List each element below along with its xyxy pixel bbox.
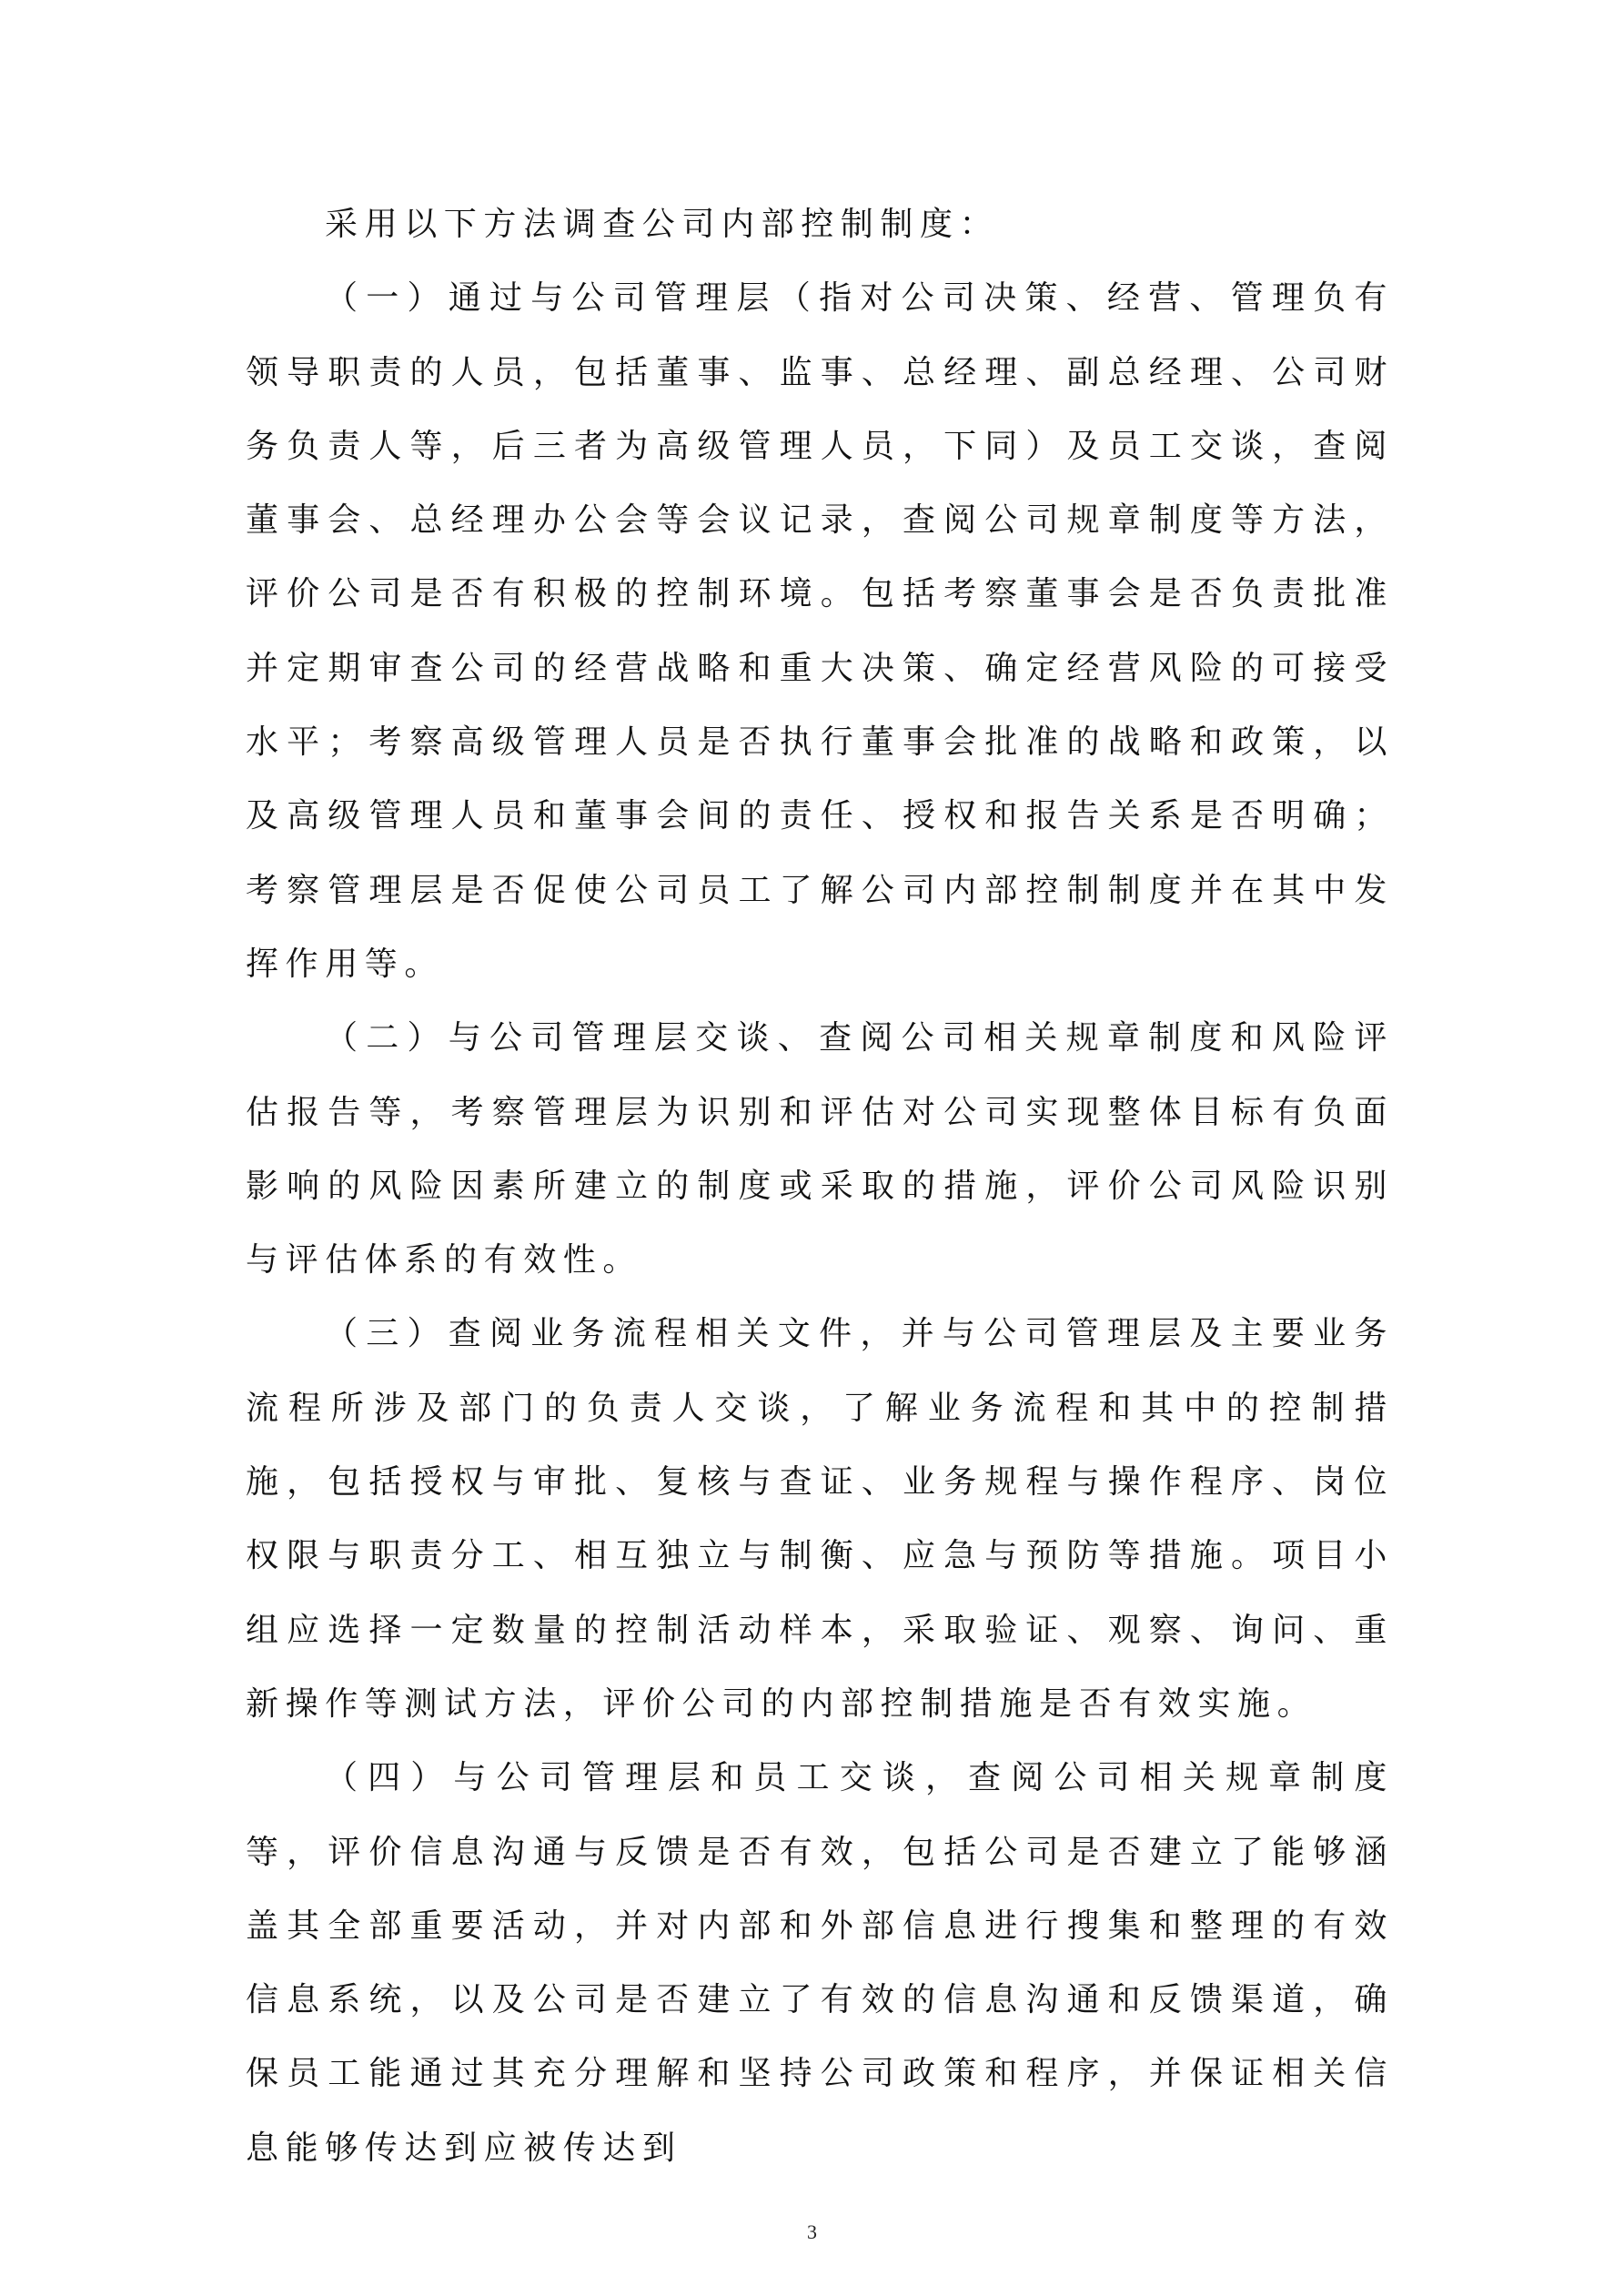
paragraph-intro: 采用以下方法调查公司内部控制制度： [325, 206, 1000, 243]
paragraph-information-communication: （四）与公司管理层和员工交谈，查阅公司相关规章制度等，评价信息沟通与反馈是否有效，包括公司是否建立了能够涵盖其全部重要活动，并对内部和外部信息进行搜集和整理的有效信息系统，以及公司是否建立了有效的信息沟通和反馈渠道，确保员工能通过其充分理解和坚持公司政策和程序，并保证相关信息能够传达到应被传达到 [246, 1759, 1394, 2167]
page-number: 3 [807, 2220, 817, 2243]
paragraph-control-activities: （三）查阅业务流程相关文件，并与公司管理层及主要业务流程所涉及部门的负责人交谈，了解业务流程和其中的控制措施，包括授权与审批、复核与查证、业务规程与操作程序、岗位权限与职责分工、相互独立与制衡、应急与预防等措施。项目小组应选择一定数量的控制活动样本，采取验证、观察、询问、重新操作等测试方法，评价公司的内部控制措施是否有效实施。 [246, 1315, 1394, 1723]
paragraph-control-environment: （一）通过与公司管理层（指对公司决策、经营、管理负有领导职责的人员，包括董事、监事、总经理、副总经理、公司财务负责人等，后三者为高级管理人员，下同）及员工交谈，查阅董事会、总经理办公会等会议记录，查阅公司规章制度等方法，评价公司是否有积极的控制环境。包括考察董事会是否负责批准并定期审查公司的经营战略和重大决策、确定经营风险的可接受水平；考察高级管理人员是否执行董事会批准的战略和政策，以及高级管理人员和董事会间的责任、授权和报告关系是否明确；考察管理层是否促使公司员工了解公司内部控制制度并在其中发挥作用等。 [246, 279, 1394, 983]
document-body [246, 187, 1394, 2185]
paragraph-risk-assessment: （二）与公司管理层交谈、查阅公司相关规章制度和风险评估报告等，考察管理层为识别和评估对公司实现整体目标有负面影响的风险因素所建立的制度或采取的措施，评价公司风险识别与评估体系的有效性。 [246, 1019, 1394, 1279]
